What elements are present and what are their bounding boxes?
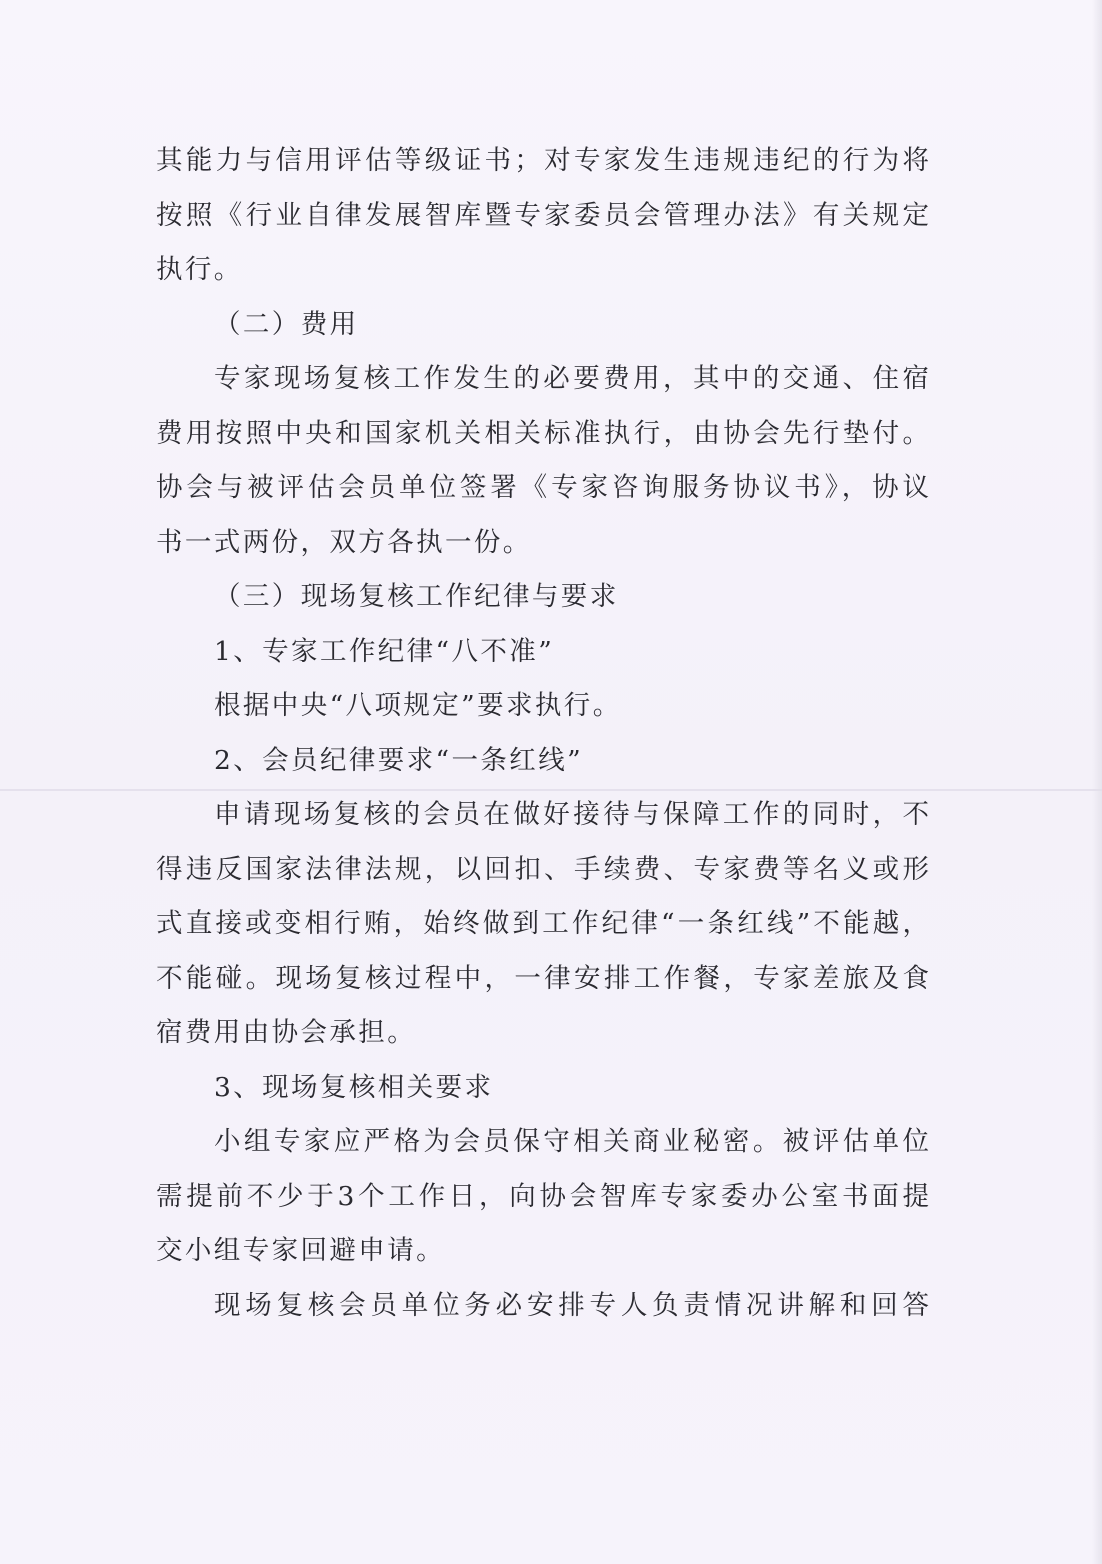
text-line: 其能力与信用评估等级证书；对专家发生违规违纪的行为将 bbox=[156, 145, 931, 176]
text-line: 申请现场复核的会员在做好接待与保障工作的同时，不 bbox=[214, 799, 931, 830]
text-line: 1、专家工作纪律“八不准” bbox=[214, 635, 555, 667]
text-line: 费用按照中央和国家机关相关标准执行，由协会先行垫付。 bbox=[156, 417, 931, 449]
text-line: 3、现场复核相关要求 bbox=[214, 1071, 494, 1103]
text-line: 专家现场复核工作发生的必要费用，其中的交通、住宿 bbox=[214, 363, 931, 394]
text-line: （二）费用 bbox=[214, 308, 359, 340]
text-line: 需提前不少于3个工作日，向协会智库专家委办公室书面提 bbox=[156, 1180, 931, 1212]
text-line: 书一式两份，双方各执一份。 bbox=[156, 526, 532, 558]
text-line: 执行。 bbox=[156, 254, 243, 285]
text-line: 现场复核会员单位务必安排专人负责情况讲解和回答 bbox=[214, 1289, 931, 1321]
text-line: 按照《行业自律发展智库暨专家委员会管理办法》有关规定 bbox=[156, 199, 931, 231]
text-line: 协会与被评估会员单位签署《专家咨询服务协议书》，协议 bbox=[156, 472, 931, 503]
text-line: 交小组专家回避申请。 bbox=[156, 1235, 445, 1266]
document-body bbox=[156, 138, 931, 1337]
text-line: 得违反国家法律法规，以回扣、手续费、专家费等名义或形 bbox=[156, 853, 931, 885]
text-line: 根据中央“八项规定”要求执行。 bbox=[214, 690, 622, 721]
text-line: 式直接或变相行贿，始终做到工作纪律“一条红线”不能越， bbox=[156, 908, 931, 939]
text-line: 小组专家应严格为会员保守相关商业秘密。被评估单位 bbox=[214, 1126, 931, 1157]
scan-edge-shadow bbox=[1092, 0, 1102, 1564]
text-line: （三）现场复核工作纪律与要求 bbox=[214, 581, 619, 612]
text-line: 宿费用由协会承担。 bbox=[156, 1017, 417, 1048]
text-line: 2、会员纪律要求“一条红线” bbox=[214, 744, 584, 776]
text-line: 不能碰。现场复核过程中，一律安排工作餐，专家差旅及食 bbox=[156, 962, 931, 994]
